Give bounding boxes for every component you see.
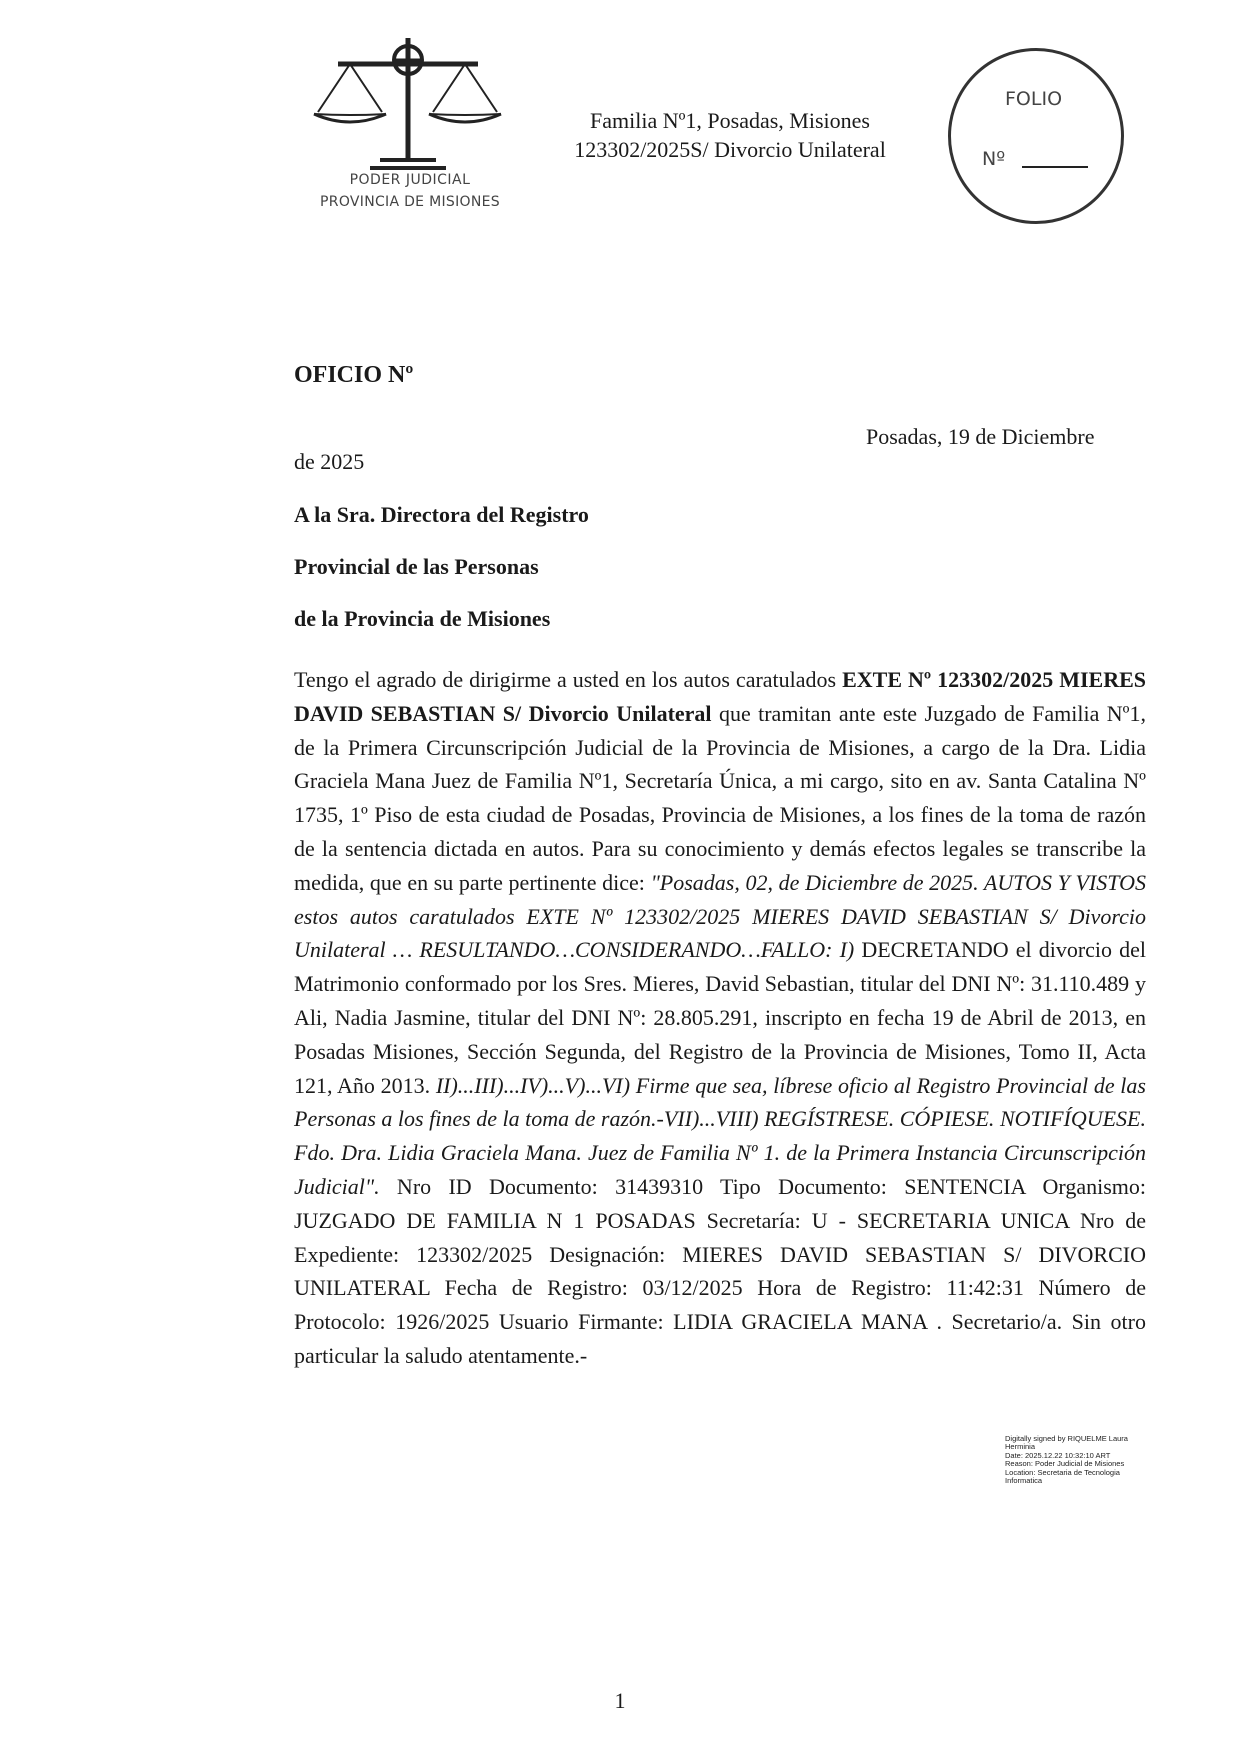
document-title: OFICIO Nº <box>294 362 414 388</box>
folio-number-blank <box>1022 166 1088 168</box>
body-text-metadata: Nro ID Documento: 31439310 Tipo Documento: SENTENCIA Organismo: JUZGADO DE FAMILIA N 1 POSADAS Secretaría: U - SECRETARIA UNICA Nro de Expediente: 123302/2025 Designación: MIERES DAVID SEBASTIAN S/ DIVORCIO UNILATERAL Fecha de Registro: 03/12/2025 Hora de Registro: 11:42:31 Número de Protocolo: 1926/2025 Usuario Firmante: LIDIA GRACIELA MANA . Secretario/a. Sin otro particular la saludo atentamente.- <box>294 1173 1146 1368</box>
logo-text-provincia: PROVINCIA DE MISIONES <box>320 194 500 210</box>
signature-line: Reason: Poder Judicial de Misiones <box>1005 1459 1125 1469</box>
year-line: de 2025 <box>294 449 365 474</box>
body-text-court: que tramitan ante este Juzgado de Familia Nº1, de la Primera Circunscripción Judicial de la Provincia de Misiones, a cargo de la Dra. Lidia Graciela Mana Juez de Familia Nº1, Secretaría Única, a mi cargo, sito en av. Santa Catalina Nº 1735, 1º Piso de esta ciudad de Posadas, Provincia de Misiones, a los fines de la toma de razón de la sentencia dictada en autos. Para su conocimiento y demás efectos legales se transcribe la medida, que en su parte pertinente dice: <box>294 700 1146 895</box>
folio-label: FOLIO <box>1005 88 1063 110</box>
addressee-line-2: Provincial de las Personas <box>294 554 539 579</box>
folio-stamp <box>948 48 1124 224</box>
logo-text-poder-judicial: PODER JUDICIAL <box>349 172 471 188</box>
folio-number-label: Nº <box>982 148 1006 170</box>
header-case-line: 123302/2025S/ Divorcio Unilateral <box>574 137 886 162</box>
signature-line: Digitally signed by RIQUELME Laura <box>1005 1434 1128 1443</box>
addressee-line-3: de la Provincia de Misiones <box>294 606 551 631</box>
body-case-reference: EXTE Nº 123302/2025 MIERES DAVID SEBASTIAN S/ Divorcio Unilateral <box>294 667 1147 726</box>
scales-of-justice-icon <box>314 38 501 168</box>
poder-judicial-logo <box>300 30 520 220</box>
date-line: Posadas, 19 de Diciembre <box>866 424 1095 449</box>
page-number: 1 <box>614 1688 626 1713</box>
body-text-intro: Tengo el agrado de dirigirme a usted en los autos caratulados <box>294 667 843 692</box>
signature-line: Location: Secretaria de Tecnologia <box>1005 1467 1120 1477</box>
body-quote-part-2: II)...III)...IV)...V)...VI) Firme que sea, líbrese oficio al Registro Provincial de las Personas a los fines de la toma de razón.-VII)...VIII) REGÍSTRESE. CÓPIESE. NOTIFÍQUESE. Fdo. Dra. Lidia Graciela Mana. Juez de Familia Nº 1. de la Primera Instancia Circunscripción Judicial". <box>294 1072 1146 1199</box>
header-court-line: Familia Nº1, Posadas, Misiones <box>590 108 870 133</box>
addressee-line-1: A la Sra. Directora del Registro <box>294 502 589 527</box>
digital-signature-block <box>1005 1435 1155 1485</box>
signature-line: Herminia <box>1005 1442 1036 1452</box>
body-quote-part-1: "Posadas, 02, de Diciembre de 2025. AUTOS Y VISTOS estos autos caratulados EXTE Nº 123302/2025 MIERES DAVID SEBASTIAN S/ Divorcio Unilateral … RESULTANDO…CONSIDERANDO…FALLO: I) <box>294 869 1146 963</box>
signature-line: Date: 2025.12.22 10:32:10 ART <box>1005 1450 1111 1460</box>
signature-line: Informatica <box>1005 1476 1043 1486</box>
body-paragraph <box>294 663 1146 1373</box>
body-text-decree: DECRETANDO el divorcio del Matrimonio conformado por los Sres. Mieres, David Sebastian, titular del DNI Nº: 31.110.489 y Ali, Nadia Jasmine, titular del DNI Nº: 28.805.291, inscripto en fecha 19 de Abril de 2013, en Posadas Misiones, Sección Segunda, del Registro de la Provincia de Misiones, Tomo II, Acta 121, Año 2013. <box>294 937 1146 1098</box>
